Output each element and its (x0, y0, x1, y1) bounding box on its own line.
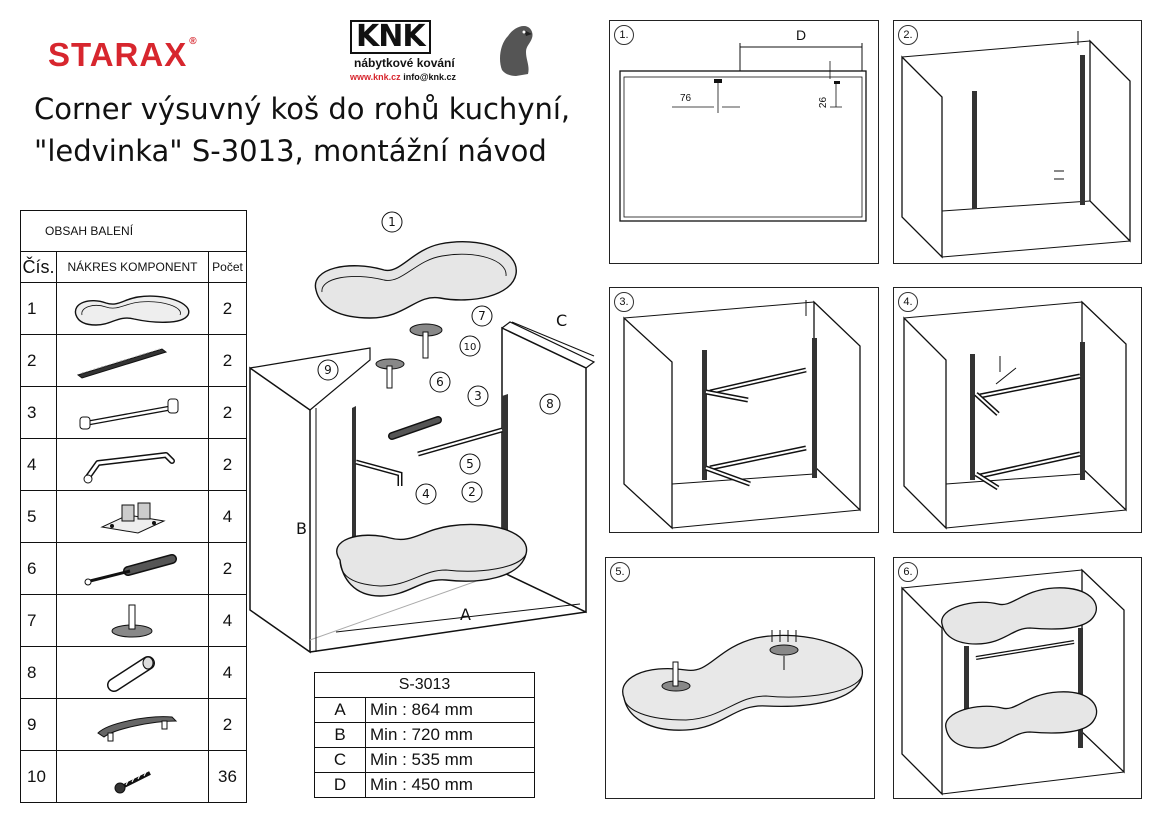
row-count: 36 (209, 751, 247, 803)
assembly-svg (240, 200, 610, 662)
callout-8: 8 (546, 397, 554, 411)
dim-key: B (315, 723, 366, 748)
step-1-drawing (610, 21, 878, 263)
row-count: 4 (209, 595, 247, 647)
row-count: 2 (209, 699, 247, 751)
table-row (21, 283, 247, 335)
callout-6: 6 (436, 375, 444, 389)
dim-value: Min : 535 mm (366, 748, 535, 773)
table-row (21, 335, 247, 387)
dim-key: C (315, 748, 366, 773)
dim-key: A (315, 698, 366, 723)
callout-9: 9 (324, 363, 332, 377)
step-2-drawing (894, 21, 1141, 263)
dim-value: Min : 450 mm (366, 773, 535, 798)
table-row (21, 699, 247, 751)
table-row (21, 647, 247, 699)
support-arm-icon (68, 393, 198, 433)
step-4-number: 4. (898, 292, 918, 312)
step-5-drawing (606, 558, 874, 798)
step-2-panel (893, 20, 1142, 264)
dim-value: Min : 864 mm (366, 698, 535, 723)
dim-76-label: 76 (680, 93, 692, 104)
row-count: 2 (209, 543, 247, 595)
table-row (315, 698, 535, 723)
eagle-icon (496, 20, 536, 78)
dim-c-label: C (556, 311, 568, 330)
step-3-number: 3. (614, 292, 634, 312)
row-no: 10 (21, 751, 57, 803)
starax-wordmark: STARAX (48, 36, 188, 73)
knk-email: info@knk.cz (403, 72, 456, 82)
knk-mark: KNK (350, 20, 431, 54)
step-1-number: 1. (614, 25, 634, 45)
callout-10: 10 (463, 342, 477, 353)
callout-4: 4 (422, 487, 430, 501)
dimensions-table (314, 672, 535, 798)
step-3-panel (609, 287, 879, 533)
row-no: 6 (21, 543, 57, 595)
table-row (315, 723, 535, 748)
col-count-header: Počet (209, 252, 247, 283)
row-count: 4 (209, 647, 247, 699)
roller-icon (68, 653, 198, 693)
rail-profile-icon (68, 341, 198, 381)
table-row (21, 439, 247, 491)
registered-mark: ® (189, 36, 198, 47)
row-no: 2 (21, 335, 57, 387)
callout-5: 5 (466, 457, 474, 471)
step-1-panel (609, 20, 879, 264)
row-no: 7 (21, 595, 57, 647)
mounting-bracket-icon (68, 497, 198, 537)
shelf-pin-icon (68, 601, 198, 641)
row-count: 2 (209, 335, 247, 387)
callout-2: 2 (468, 485, 476, 499)
step-4-drawing (894, 288, 1141, 532)
table-row (315, 773, 535, 798)
package-contents-table (20, 210, 247, 803)
table-row (21, 491, 247, 543)
step-6-number: 6. (898, 562, 918, 582)
knk-logo (346, 20, 536, 82)
exploded-assembly-drawing (240, 200, 610, 662)
knk-website: www.knk.cz (350, 72, 401, 82)
table-row (21, 543, 247, 595)
row-no: 9 (21, 699, 57, 751)
bent-arm-icon (68, 445, 198, 485)
dim-value: Min : 720 mm (366, 723, 535, 748)
step-6-drawing (894, 558, 1141, 798)
kidney-shelf-icon (68, 289, 198, 329)
starax-logo (48, 36, 198, 74)
knk-contact (350, 72, 456, 82)
title-line-1: Corner výsuvný koš do rohů kuchyní, (34, 92, 571, 126)
gas-spring-icon (68, 549, 198, 589)
title-line-2: "ledvinka" S-3013, montážní návod (34, 134, 547, 168)
page-title (34, 88, 570, 172)
dim-d-label: D (796, 27, 807, 43)
step-2-number: 2. (898, 25, 918, 45)
contents-heading: OBSAH BALENÍ (21, 211, 247, 252)
row-no: 1 (21, 283, 57, 335)
knk-tagline: nábytkové kování (354, 56, 455, 70)
step-6-panel (893, 557, 1142, 799)
step-5-panel (605, 557, 875, 799)
top-plate-icon (68, 705, 198, 745)
dim-26-label: 26 (818, 96, 830, 109)
row-count: 2 (209, 439, 247, 491)
row-no: 5 (21, 491, 57, 543)
dim-b-label: B (296, 519, 307, 538)
model-number: S-3013 (315, 673, 535, 698)
dim-a-label: A (460, 605, 471, 624)
row-no: 8 (21, 647, 57, 699)
col-drawing-header: NÁKRES KOMPONENT (57, 252, 209, 283)
col-no-header: Čís. (21, 252, 57, 283)
callout-3: 3 (474, 389, 482, 403)
dim-key: D (315, 773, 366, 798)
step-5-number: 5. (610, 562, 630, 582)
callout-1: 1 (388, 215, 396, 229)
table-row (21, 751, 247, 803)
table-row (21, 595, 247, 647)
row-count: 2 (209, 283, 247, 335)
row-count: 4 (209, 491, 247, 543)
step-4-panel (893, 287, 1142, 533)
table-row (315, 748, 535, 773)
callout-7: 7 (478, 309, 486, 323)
row-no: 4 (21, 439, 57, 491)
screw-icon (68, 757, 198, 797)
row-no: 3 (21, 387, 57, 439)
step-3-drawing (610, 288, 878, 532)
table-row (21, 387, 247, 439)
row-count: 2 (209, 387, 247, 439)
